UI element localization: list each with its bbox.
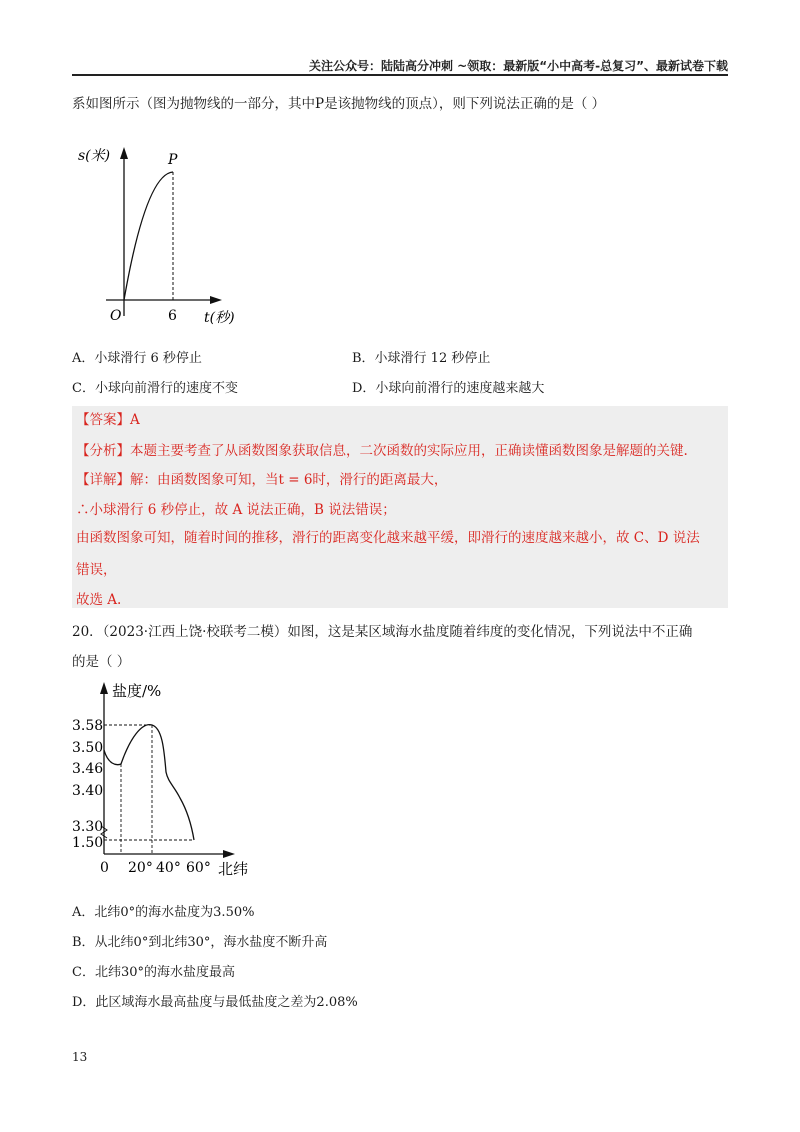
q19-option-c[interactable]: C．小球向前滑行的速度不变 — [72, 381, 238, 396]
q20-y-tick-2: 3.46 — [72, 761, 104, 777]
q20-stem-line-2: 的是（ ） — [72, 654, 131, 670]
q19-x-label: t(秒) — [204, 310, 235, 326]
solution-line-4: 由函数图象可知，随着时间的推移，滑行的距离变化越来越平缓，即滑行的速度越来越小，故 C、D 说法 — [76, 530, 700, 546]
header-rule — [72, 74, 728, 76]
q19-option-a[interactable]: A．小球滑行 6 秒停止 — [72, 351, 202, 366]
q19-option-b[interactable]: B．小球滑行 12 秒停止 — [352, 351, 491, 366]
q20-option-c[interactable]: C．北纬30°的海水盐度最高 — [72, 965, 235, 980]
solution-line-5: 错误， — [76, 562, 117, 578]
q20-option-a[interactable]: A．北纬0°的海水盐度为3.50% — [72, 905, 255, 920]
q19-curve — [124, 172, 173, 300]
page-header: 关注公众号：陆陆高分冲刺 ~领取：最新版“小中高考-总复习”、最新试卷下载 — [309, 59, 728, 73]
q20-x-arrow — [223, 850, 235, 858]
q20-y-label: 盐度/% — [112, 682, 162, 700]
q20-y-tick-0: 3.58 — [72, 718, 104, 734]
solution-line-3: ∴小球滑行 6 秒停止，故 A 说法正确，B 说法错误； — [76, 502, 396, 518]
solution-analysis: 【分析】本题主要考查了从函数图象获取信息，二次函数的实际应用，正确读懂函数图象是解题的关键. — [76, 443, 688, 459]
q20-option-b[interactable]: B．从北纬0°到北纬30°，海水盐度不断升高 — [72, 935, 328, 950]
q20-x-tick-1: 20° — [128, 860, 153, 876]
q20-y-tick-5: 1.50 — [72, 835, 104, 851]
q19-graph — [72, 140, 272, 335]
q20-x-tick-2: 40° — [156, 860, 181, 876]
q20-x-tick-0: 0 — [100, 860, 109, 876]
q19-y-arrow — [120, 147, 128, 159]
q19-x-tick: 6 — [168, 308, 177, 324]
q20-graph — [72, 678, 262, 878]
page-number: 13 — [72, 1050, 88, 1064]
q20-y-tick-3: 3.40 — [72, 783, 104, 799]
solution-detail: 【详解】解：由函数图象可知，当t = 6时，滑行的距离最大， — [76, 472, 448, 488]
q20-y-tick-1: 3.50 — [72, 740, 104, 756]
q20-x-tick-3: 60° — [186, 860, 211, 876]
q19-stem: 系如图所示（图为抛物线的一部分，其中P是该抛物线的顶点），则下列说法正确的是（ ） — [72, 96, 606, 112]
q20-x-label: 北纬 — [218, 860, 249, 878]
q20-curve — [104, 725, 194, 840]
q19-origin-label: O — [110, 308, 122, 324]
solution-answer: 【答案】A — [76, 412, 140, 428]
q19-option-d[interactable]: D．小球向前滑行的速度越来越大 — [352, 381, 545, 396]
q20-stem-line-1: 20．（2023·江西上饶·校联考二模）如图，这是某区域海水盐度随着纬度的变化情况，下列说法中不正确 — [72, 624, 693, 640]
q20-y-tick-4: 3.30 — [72, 819, 104, 835]
q20-y-arrow — [100, 682, 108, 694]
q19-y-label: s(米) — [78, 148, 111, 164]
q19-x-arrow — [210, 296, 222, 304]
q20-option-d[interactable]: D．此区域海水最高盐度与最低盐度之差为2.08% — [72, 995, 358, 1010]
q19-point-label: P — [168, 152, 178, 168]
solution-line-6: 故选 A. — [76, 592, 122, 608]
